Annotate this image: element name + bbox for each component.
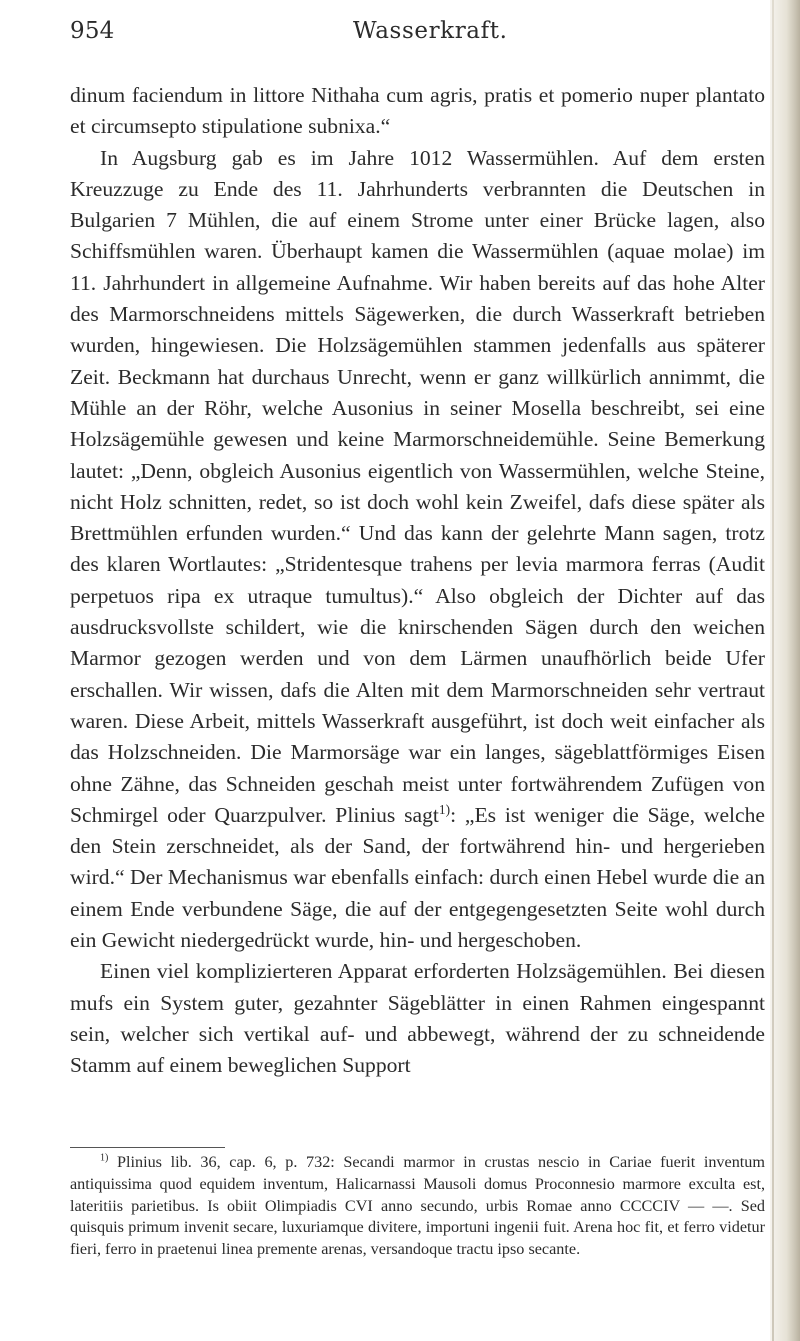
- paragraph-3: Einen viel komplizierteren Apparat erforderten Holzsägemühlen. Bei diesen mufs ein System guter, gezahnter Sägeblätter in einen Rahmen eingespannt sein, welcher sich vertikal auf- und abbewegt, während der zu schneidende Stamm auf einem beweglichen Support: [70, 959, 765, 1078]
- footnote-reference[interactable]: 1): [438, 801, 451, 817]
- footnote: [70, 1152, 765, 1261]
- paragraph-2-continuation: : „Es ist weniger die Säge, welche den Stein zerschneidet, als der Sand, der fortwährend hin- und hergerieben wird.“ Der Mechanismus war ebenfalls einfach: durch einen Hebel wurde die an einem Ende verbundene Säge, die auf der entgegengesetzten Seite wohl durch ein Gewicht niedergedrückt wurde, hin- und hergeschoben.: [70, 802, 765, 953]
- footnote-rule: [70, 1147, 225, 1148]
- page-edge-shadow: [772, 0, 774, 1341]
- paragraph-2: [70, 143, 765, 957]
- page-edge: [770, 0, 800, 1341]
- paragraph-1: dinum faciendum in littore Nithaha cum agris, pratis et pomerio nuper plantato et circumsepto stipulatione subnixa.“: [70, 83, 765, 139]
- footnote-text: Plinius lib. 36, cap. 6, p. 732: Secandi marmor in crustas nescio in Cariae fuerit inventum antiquissima quod equidem inventum, Halicarnassi Mausoli domus Proconnesio marmore exculta est, lateritiis parietibus. Is obiit Olimpiadis CVI anno secundo, urbis Romae anno CCCCIV — —. Sed quisquis primum invenit secare, luxuriamque divitere, importuni ingenii fuit. Arena hoc fit, et ferro videtur fieri, ferro in praetenui linea premente arenas, versandoque tractu ipso secante.: [70, 1153, 765, 1259]
- running-head: Wasserkraft.: [353, 18, 508, 44]
- body-text: [70, 80, 765, 1082]
- paragraph-2-text: In Augsburg gab es im Jahre 1012 Wassermühlen. Auf dem ersten Kreuzzuge zu Ende des 11. Jahrhunderts verbrannten die Deutschen in Bulgarien 7 Mühlen, die auf einem Strome unter einer Brücke lagen, also Schiffsmühlen waren. Überhaupt kamen die Wassermühlen (aquae molae) im 11. Jahrhundert in allgemeine Aufnahme. Wir haben bereits auf das hohe Alter des Marmorschneidens mittels Sägewerken, die durch Wasserkraft betrieben wurden, hingewiesen. Die Holzsägemühlen stammen jedenfalls aus späterer Zeit. Beckmann hat durchaus Unrecht, wenn er ganz willkürlich annimmt, die Mühle an der Röhr, welche Ausonius in seiner Mosella beschreibt, sei eine Holzsägemühle gewesen und keine Marmorschneidemühle. Seine Bemerkung lautet: „Denn, obgleich Ausonius eigentlich von Wassermühlen, welche Steine, nicht Holz schnitten, redet, so ist doch wohl kein Zweifel, dafs diese später als Brettmühlen erfunden wurden.“ Und das kann der gelehrte Mann sagen, trotz des klaren Wortlautes: „Stridentesque trahens per levia marmora ferras (Audit perpetuos ripa ex utraque tumultus).“ Also obgleich der Dichter auf das ausdrucksvollste schildert, wie die knirschenden Sägen durch den weichen Marmor gezogen werden und von dem Lärmen unaufhörlich beide Ufer erschallen. Wir wissen, dafs die Alten mit dem Marmorschneiden sehr vertraut waren. Diese Arbeit, mittels Wasserkraft ausgeführt, ist doch weit einfacher als das Holzschneiden. Die Marmorsäge war ein langes, sägeblattförmiges Eisen ohne Zähne, das Schneiden geschah meist unter fortwährendem Zufügen von Schmirgel oder Quarzpulver. Plinius sagt: [70, 145, 765, 827]
- page-number: 954: [70, 18, 115, 44]
- footnote-paragraph: [70, 1152, 765, 1261]
- footnote-marker: 1): [100, 1152, 109, 1164]
